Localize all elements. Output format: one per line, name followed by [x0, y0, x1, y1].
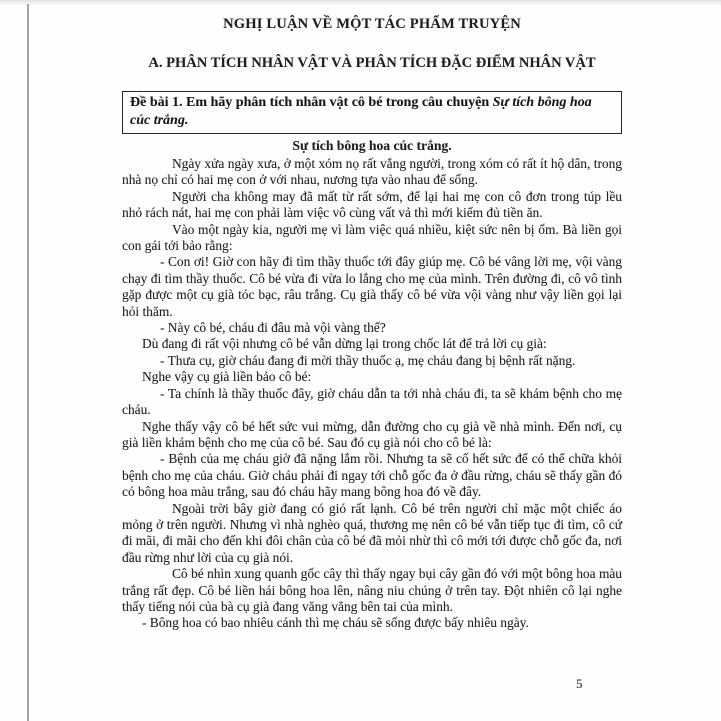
- story-paragraph: - Thưa cụ, giờ cháu đang đi mời thầy thuốc ạ, mẹ cháu đang bị bệnh rất nặng.: [160, 352, 576, 368]
- story-body: [122, 156, 622, 632]
- story-paragraph: - Bệnh của mẹ cháu giờ đã nặng lắm rồi. Nhưng ta sẽ cố hết sức để có thể chữa khỏi bệnh cho mẹ của cháu. Giờ cháu phải đi ngay tới chỗ gốc đa ở đầu rừng, cháu sẽ thấy gần đó có bông hoa màu trắng, sau đó cháu hãy mang bông hoa đó về đây.: [122, 451, 622, 500]
- story-paragraph: - Con ơi! Giờ con hãy đi tìm thầy thuốc tới đây giúp mẹ. Cô bé vâng lời mẹ, vội vàng chạy đi tìm thầy thuốc. Cô bé vừa đi vừa lo lắng cho mẹ của mình. Trên đường đi, cô vô tình gặp được một cụ già tóc bạc, râu trắng. Cụ già thấy cô bé vừa vội vàng như vậy liền gọi lại hỏi thăm.: [122, 254, 622, 319]
- story-paragraph: Ngoài trời bây giờ đang có gió rất lạnh. Cô bé trên người chỉ mặc một chiếc áo mỏng ở trên người. Nhưng vì nhà nghèo quá, thương mẹ nên cô bé vẫn tiếp tục đi tìm, cô cứ đi mãi, đi mãi cho đến khi đôi chân của cô bé đã mỏi nhừ thì cô mới tới được chỗ gốc đa, nơi đầu rừng như lời của cụ già nói.: [122, 500, 622, 565]
- page-content: [122, 0, 622, 632]
- page-title: NGHỊ LUẬN VỀ MỘT TÁC PHẨM TRUYỆN: [223, 16, 521, 32]
- story-paragraph: Vào một ngày kia, người mẹ vì làm việc quá nhiều, kiệt sức nên bị ốm. Bà liền gọi con gái tới bảo rằng:: [122, 221, 622, 254]
- story-paragraph: Nghe vậy cụ già liền bảo cô bé:: [142, 369, 312, 385]
- story-paragraph: Nghe thấy vậy cô bé hết sức vui mừng, dẫn đường cho cụ già về nhà mình. Đến nơi, cụ già liền khám bệnh cho mẹ của cô bé. Sau đó cụ già nói cho cô bé là:: [122, 418, 622, 450]
- story-paragraph: Người cha không may đã mất từ rất sớm, để lại hai mẹ con cô đơn trong túp lều nhỏ rách nát, hai mẹ con phải làm việc vô cùng vất vả thì mới kiếm đủ tiền ăn.: [122, 188, 622, 221]
- story-paragraph: - Ta chính là thầy thuốc đây, giờ cháu dẫn ta tới nhà cháu đi, ta sẽ khám bệnh cho mẹ cháu.: [122, 385, 622, 418]
- section-heading: A. PHÂN TÍCH NHÂN VẬT VÀ PHÂN TÍCH ĐẶC ĐIỂM NHÂN VẬT: [148, 55, 596, 71]
- story-title: Sự tích bông hoa cúc trắng.: [292, 138, 452, 153]
- assignment-story-title: Sự tích bông hoa cúc trắng.: [130, 95, 592, 128]
- story-paragraph: Cô bé nhìn xung quanh gốc cây thì thấy ngay bụi cây gần đó với một bông hoa màu trắng rất đẹp. Cô bé liền hái bông hoa lên, nâng niu chúng ở trên tay. Đột nhiên cô lại nghe thấy tiếng nói của bà cụ già đang văng vẳng bên tai của mình.: [122, 566, 622, 614]
- story-paragraph: Ngày xửa ngày xưa, ở một xóm nọ rất vắng người, trong xóm có rất ít hộ dân, trong nhà nọ chỉ có hai mẹ con ở với nhau, nương tựa vào nhau để sống.: [122, 156, 622, 188]
- assignment-prompt: Đề bài 1. Em hãy phân tích nhân vật cô bé trong câu chuyện: [130, 95, 493, 110]
- page-number: 5: [576, 676, 583, 691]
- scan-left-line: [27, 4, 29, 721]
- assignment-box: [122, 91, 622, 134]
- story-paragraph: - Này cô bé, cháu đi đâu mà vội vàng thế?: [160, 320, 386, 336]
- story-paragraph: Dù đang đi rất vội nhưng cô bé vẫn dừng lại trong chốc lát để trả lời cụ già:: [142, 336, 547, 352]
- story-paragraph: - Bông hoa có bao nhiêu cánh thì mẹ cháu sẽ sống được bấy nhiêu ngày.: [142, 615, 529, 631]
